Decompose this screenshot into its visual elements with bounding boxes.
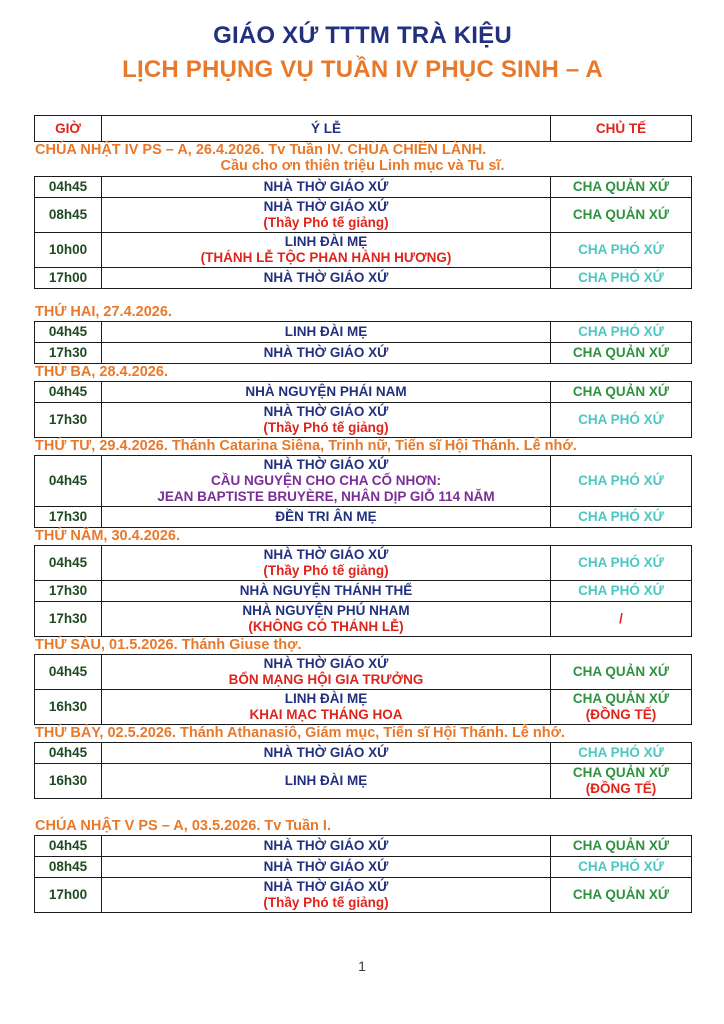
celebrant-line: CHA QUẢN XỨ xyxy=(572,179,670,194)
col-header-intention: Ý LỄ xyxy=(102,116,551,142)
title-spacer xyxy=(34,84,691,115)
intention-cell xyxy=(102,764,551,799)
time-cell: 10h00 xyxy=(35,233,102,268)
intention-line: (Thầy Phó tế giảng) xyxy=(263,215,389,230)
parish-title: GIÁO XỨ TTTM TRÀ KIỆU xyxy=(213,22,512,49)
celebrant-line: CHA QUẢN XỨ xyxy=(572,887,670,902)
time-cell: 17h30 xyxy=(35,602,102,637)
section-header: THỨ BA, 28.4.2026. xyxy=(35,364,168,380)
celebrant-line: / xyxy=(619,611,623,626)
celebrant-line: CHA QUẢN XỨ xyxy=(572,664,670,679)
time-cell: 08h45 xyxy=(35,857,102,878)
celebrant-line: CHA QUẢN XỨ xyxy=(572,384,670,399)
intention-line: (Thầy Phó tế giảng) xyxy=(263,895,389,910)
intention-line: LINH ĐÀI MẸ xyxy=(284,773,368,788)
time-cell: 04h45 xyxy=(35,836,102,857)
table-row xyxy=(35,764,692,799)
intention-cell xyxy=(102,690,551,725)
intention-line: NHÀ NGUYỆN PHÚ NHAM xyxy=(242,603,410,618)
intention-line: (Thầy Phó tế giảng) xyxy=(263,420,389,435)
celebrant-line: CHA QUẢN XỨ xyxy=(572,838,670,853)
intention-line: NHÀ THỜ GIÁO XỨ xyxy=(263,179,389,194)
intention-cell xyxy=(102,602,551,637)
time-cell: 17h30 xyxy=(35,581,102,602)
time-cell: 04h45 xyxy=(35,382,102,403)
column-header-table xyxy=(34,115,692,142)
table-row xyxy=(35,581,692,602)
celebrant-line: CHA PHÓ XỨ xyxy=(578,242,664,257)
section-gap xyxy=(34,289,691,304)
celebrant-cell xyxy=(551,403,692,438)
table-row xyxy=(35,507,692,528)
section-header: THỨ SÁU, 01.5.2026. Thánh Giuse thợ. xyxy=(35,637,302,653)
intention-line: ĐỀN TRI ÂN MẸ xyxy=(275,509,377,524)
celebrant-cell xyxy=(551,198,692,233)
intention-line: NHÀ THỜ GIÁO XỨ xyxy=(263,879,389,894)
celebrant-line: CHA PHÓ XỨ xyxy=(578,412,664,427)
table-row xyxy=(35,382,692,403)
schedule-table xyxy=(34,742,692,799)
intention-cell xyxy=(102,456,551,507)
celebrant-line: (ĐỒNG TẾ) xyxy=(585,781,657,796)
time-cell: 04h45 xyxy=(35,322,102,343)
time-cell: 04h45 xyxy=(35,655,102,690)
table-row xyxy=(35,343,692,364)
intention-line: NHÀ THỜ GIÁO XỨ xyxy=(263,656,389,671)
section-header: CHÚA NHẬT IV PS – A, 26.4.2026. Tv Tuần IV. CHÚA CHIÊN LÀNH. xyxy=(35,142,487,158)
intention-cell xyxy=(102,322,551,343)
celebrant-cell xyxy=(551,322,692,343)
celebrant-cell xyxy=(551,343,692,364)
col-header-celebrant: CHỦ TẾ xyxy=(551,116,692,142)
intention-line: JEAN BAPTISTE BRUYÈRE, NHÂN DỊP GIỖ 114 NĂM xyxy=(157,489,495,504)
celebrant-cell xyxy=(551,857,692,878)
intention-line: (Thầy Phó tế giảng) xyxy=(263,563,389,578)
table-row xyxy=(35,655,692,690)
intention-line: NHÀ THỜ GIÁO XỨ xyxy=(263,457,389,472)
time-cell: 17h30 xyxy=(35,403,102,438)
intention-line: LINH ĐÀI MẸ xyxy=(284,691,368,706)
table-row xyxy=(35,690,692,725)
intention-line: LINH ĐÀI MẸ xyxy=(284,324,368,339)
intention-line: NHÀ THỜ GIÁO XỨ xyxy=(263,199,389,214)
schedule-table xyxy=(34,381,692,438)
time-cell: 17h00 xyxy=(35,878,102,913)
celebrant-line: CHA QUẢN XỨ xyxy=(572,765,670,780)
table-row xyxy=(35,177,692,198)
celebrant-line: CHA QUẢN XỨ xyxy=(572,691,670,706)
intention-line: (KHÔNG CÓ THÁNH LỄ) xyxy=(248,619,404,634)
table-row xyxy=(35,403,692,438)
time-cell: 04h45 xyxy=(35,177,102,198)
column-header-row xyxy=(35,116,692,142)
time-cell: 08h45 xyxy=(35,198,102,233)
intention-line: NHÀ THỜ GIÁO XỨ xyxy=(263,345,389,360)
table-row xyxy=(35,602,692,637)
table-row xyxy=(35,857,692,878)
table-row xyxy=(35,268,692,289)
celebrant-cell xyxy=(551,764,692,799)
schedule-table xyxy=(34,835,692,913)
intention-line: LINH ĐÀI MẸ xyxy=(284,234,368,249)
schedule-table xyxy=(34,545,692,637)
intention-line: KHAI MẠC THÁNG HOA xyxy=(249,707,403,722)
celebrant-cell xyxy=(551,456,692,507)
time-cell: 04h45 xyxy=(35,743,102,764)
table-row xyxy=(35,878,692,913)
celebrant-cell xyxy=(551,602,692,637)
celebrant-cell xyxy=(551,382,692,403)
schedule-table xyxy=(34,321,692,364)
intention-cell xyxy=(102,581,551,602)
table-row xyxy=(35,198,692,233)
intention-cell xyxy=(102,546,551,581)
intention-cell xyxy=(102,382,551,403)
section-gap xyxy=(34,799,691,818)
intention-line: BỔN MẠNG HỘI GIA TRƯỞNG xyxy=(228,672,424,687)
celebrant-line: (ĐỒNG TẾ) xyxy=(585,707,657,722)
celebrant-cell xyxy=(551,507,692,528)
schedule-table xyxy=(34,654,692,725)
intention-cell xyxy=(102,743,551,764)
time-cell: 16h30 xyxy=(35,690,102,725)
table-row xyxy=(35,546,692,581)
celebrant-cell xyxy=(551,581,692,602)
intention-line: NHÀ THỜ GIÁO XỨ xyxy=(263,547,389,562)
table-row xyxy=(35,322,692,343)
schedule-table xyxy=(34,176,692,289)
section-header: THỨ NĂM, 30.4.2026. xyxy=(35,528,180,544)
time-cell: 04h45 xyxy=(35,546,102,581)
celebrant-line: CHA QUẢN XỨ xyxy=(572,345,670,360)
celebrant-line: CHA PHÓ XỨ xyxy=(578,583,664,598)
celebrant-cell xyxy=(551,878,692,913)
intention-line: NHÀ NGUYỆN PHÁI NAM xyxy=(245,384,407,399)
intention-line: NHÀ THỜ GIÁO XỨ xyxy=(263,270,389,285)
intention-line: NHÀ THỜ GIÁO XỨ xyxy=(263,859,389,874)
section-header: THỨ TƯ, 29.4.2026. Thánh Catarina Siêna, Trinh nữ, Tiến sĩ Hội Thánh. Lễ nhớ. xyxy=(35,438,577,454)
intention-cell xyxy=(102,198,551,233)
intention-cell xyxy=(102,857,551,878)
table-row xyxy=(35,233,692,268)
intention-line: NHÀ THỜ GIÁO XỨ xyxy=(263,745,389,760)
celebrant-cell xyxy=(551,836,692,857)
intention-cell xyxy=(102,836,551,857)
celebrant-line: CHA PHÓ XỨ xyxy=(578,745,664,760)
section-header: CHÚA NHẬT V PS – A, 03.5.2026. Tv Tuần I. xyxy=(35,818,331,834)
intention-line: NHÀ THỜ GIÁO XỨ xyxy=(263,404,389,419)
celebrant-cell xyxy=(551,177,692,198)
time-cell: 04h45 xyxy=(35,456,102,507)
schedule-sections xyxy=(34,143,691,913)
table-row xyxy=(35,743,692,764)
intention-cell xyxy=(102,878,551,913)
intention-cell xyxy=(102,268,551,289)
time-cell: 17h00 xyxy=(35,268,102,289)
intention-cell xyxy=(102,177,551,198)
celebrant-line: CHA PHÓ XỨ xyxy=(578,324,664,339)
page-number: 1 xyxy=(358,958,366,974)
section-header: THỨ BẢY, 02.5.2026. Thánh Athanasiô, Giám mục, Tiến sĩ Hội Thánh. Lễ nhớ. xyxy=(35,725,565,741)
celebrant-line: CHA PHÓ XỨ xyxy=(578,555,664,570)
time-cell: 17h30 xyxy=(35,343,102,364)
celebrant-line: CHA PHÓ XỨ xyxy=(578,509,664,524)
celebrant-cell xyxy=(551,690,692,725)
section-header: THỨ HAI, 27.4.2026. xyxy=(35,304,172,320)
intention-cell xyxy=(102,343,551,364)
celebrant-cell xyxy=(551,743,692,764)
celebrant-cell xyxy=(551,655,692,690)
celebrant-cell xyxy=(551,268,692,289)
time-cell: 17h30 xyxy=(35,507,102,528)
celebrant-line: CHA PHÓ XỨ xyxy=(578,270,664,285)
intention-cell xyxy=(102,403,551,438)
intention-cell xyxy=(102,233,551,268)
celebrant-cell xyxy=(551,233,692,268)
intention-line: CẦU NGUYỆN CHO CHA CỐ NHƠN: xyxy=(210,473,441,488)
table-row xyxy=(35,456,692,507)
intention-cell xyxy=(102,655,551,690)
celebrant-cell xyxy=(551,546,692,581)
celebrant-line: CHA PHÓ XỨ xyxy=(578,859,664,874)
intention-line: (THÁNH LỄ TỘC PHAN HÀNH HƯƠNG) xyxy=(200,250,452,265)
intention-line: NHÀ THỜ GIÁO XỨ xyxy=(263,838,389,853)
celebrant-line: CHA QUẢN XỨ xyxy=(572,207,670,222)
intention-cell xyxy=(102,507,551,528)
celebrant-line: CHA PHÓ XỨ xyxy=(578,473,664,488)
col-header-time: GIỜ xyxy=(35,116,102,142)
schedule-title: LỊCH PHỤNG VỤ TUẦN IV PHỤC SINH – A xyxy=(122,56,603,83)
time-cell: 16h30 xyxy=(35,764,102,799)
intention-line: NHÀ NGUYỆN THÁNH THỂ xyxy=(239,583,413,598)
table-row xyxy=(35,836,692,857)
section-subheader: Cầu cho ơn thiên triệu Linh mục và Tu sĩ. xyxy=(220,158,505,174)
schedule-table xyxy=(34,455,692,528)
